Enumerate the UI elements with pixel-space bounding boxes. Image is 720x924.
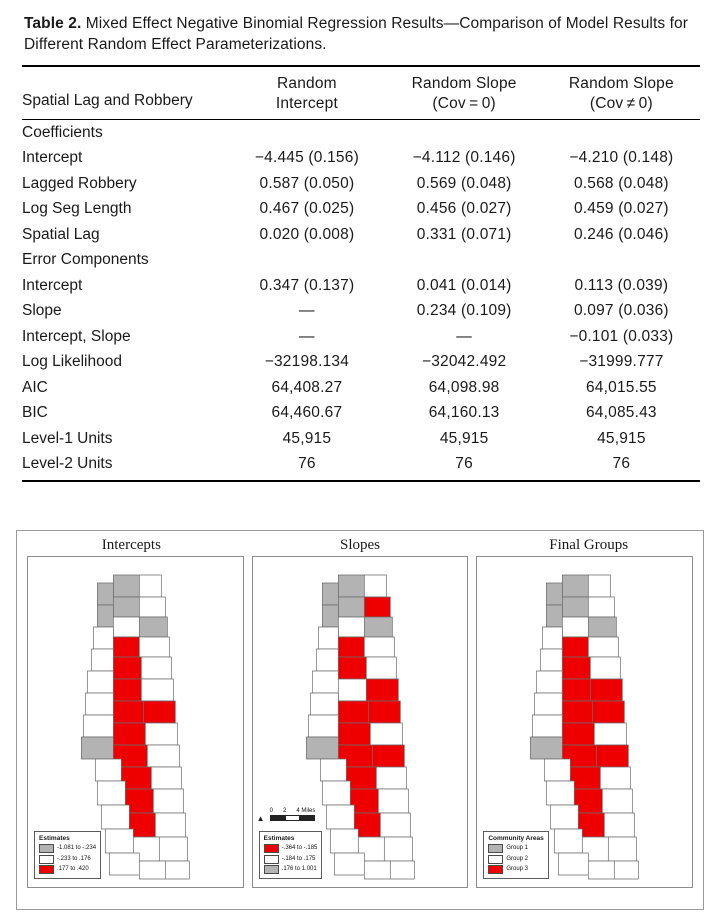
column-header-1-line2: Intercept: [275, 95, 338, 113]
row-label: Spatial Lag: [22, 225, 100, 243]
cell-value: —: [456, 327, 472, 345]
cell-value: 45,915: [597, 429, 646, 447]
table-row: [22, 426, 700, 452]
legend-swatch: [39, 865, 54, 874]
legend-label: -.184 to .175: [281, 855, 316, 862]
legend-swatch: [264, 865, 279, 874]
cell-value: −0.101 (0.033): [569, 327, 674, 345]
cell-value: 76: [455, 455, 473, 472]
cell-value: 45,915: [439, 429, 489, 447]
table-row: [22, 273, 700, 299]
cell-value: —: [299, 302, 315, 319]
legend-swatch: [39, 855, 54, 864]
column-header-2-line1: Random Slope: [411, 75, 517, 93]
row-label: AIC: [22, 378, 48, 396]
cell-value: −4.445 (0.156): [254, 149, 359, 166]
table-row: [22, 171, 700, 197]
table-row: [22, 451, 700, 477]
scale-tick: 2: [283, 808, 287, 814]
map-figure: [16, 530, 704, 910]
table-rule-bottom: [22, 477, 700, 481]
cell-value: 0.347 (0.137): [259, 276, 355, 294]
panel-title-final-groups: Final Groups: [549, 537, 629, 553]
row-label: Intercept: [22, 276, 83, 294]
legend-label: .177 to .420: [57, 866, 89, 873]
cell-value: 64,460.67: [271, 404, 343, 421]
cell-value: 0.113 (0.039): [574, 276, 669, 294]
legend-label: -.364 to -.185: [281, 845, 318, 852]
cell-value: −4.112 (0.146): [412, 149, 516, 166]
legend-swatch: [488, 865, 503, 874]
cell-value: 0.246 (0.046): [573, 225, 669, 243]
table-row: [22, 298, 700, 324]
section-label-coefficients: Coefficients: [22, 123, 103, 141]
column-header-3-line1: Random Slope: [568, 75, 674, 93]
legend-label: -.233 to .176: [57, 855, 91, 862]
legend-item: [39, 865, 96, 874]
scale-tick: 4 Miles: [296, 808, 316, 814]
cell-value: 0.569 (0.048): [416, 174, 512, 192]
row-label: Log Likelihood: [22, 353, 122, 370]
column-header-1-line1: Random: [277, 75, 337, 93]
row-label: Level-1 Units: [22, 429, 113, 447]
panel-title-intercepts: Intercepts: [101, 537, 161, 553]
table-caption: [24, 14, 698, 55]
row-label: Lagged Robbery: [22, 174, 137, 192]
legend-item: [264, 855, 318, 864]
legend-title: Estimates: [263, 834, 295, 842]
map-panel-slopes[interactable]: [252, 556, 469, 888]
table-row: [22, 400, 700, 426]
legend-label: Group 3: [506, 866, 529, 873]
cell-value: 76: [298, 455, 316, 472]
cell-value: 0.568 (0.048): [573, 174, 669, 192]
row-label: Log Seg Length: [22, 200, 132, 217]
cell-value: 64,085.43: [585, 404, 657, 421]
panel-title-slopes: Slopes: [340, 537, 381, 553]
scale-bar-graphic: [270, 815, 316, 821]
legend-final-groups: [483, 831, 548, 879]
table-row: [22, 324, 700, 350]
column-header-3: [543, 74, 700, 114]
row-label: Level-2 Units: [22, 455, 113, 472]
cell-value: 0.456 (0.027): [416, 200, 512, 217]
caption-label: Table 2.: [24, 15, 82, 32]
table-rule-top: [22, 66, 700, 74]
legend-title: Community Areas: [488, 834, 544, 842]
cell-value: −32042.492: [421, 353, 507, 370]
legend-label: Group 2: [506, 855, 529, 862]
legend-item: [264, 844, 318, 853]
row-label: Slope: [22, 302, 62, 319]
cell-value: 0.041 (0.014): [416, 276, 512, 294]
table-section-header: [22, 247, 700, 273]
table-row: [22, 375, 700, 401]
cell-value: −4.210 (0.148): [569, 149, 674, 166]
legend-swatch: [39, 844, 54, 853]
map-panel-intercepts[interactable]: [27, 556, 244, 888]
row-label: BIC: [22, 404, 48, 421]
north-arrow-icon: ▲: [256, 814, 265, 823]
figure-titles: [17, 531, 703, 556]
legend-label: Group 1: [506, 845, 529, 852]
table-header-row: [22, 74, 700, 114]
table-row: [22, 145, 700, 171]
legend-swatch: [264, 855, 279, 864]
legend-slopes: [259, 831, 323, 879]
cell-value: —: [299, 327, 315, 345]
legend-title: Estimates: [39, 834, 70, 842]
table-row: [22, 222, 700, 248]
cell-value: 64,160.13: [428, 404, 500, 421]
row-label: Intercept, Slope: [22, 327, 131, 345]
cell-value: 64,098.98: [428, 378, 500, 396]
cell-value: −31999.777: [579, 353, 664, 370]
legend-label: .176 to 1.001: [281, 866, 317, 873]
legend-swatch: [488, 844, 503, 853]
map-panel-final-groups[interactable]: [476, 556, 693, 888]
table-row: [22, 349, 700, 375]
stub-header: Spatial Lag and Robbery: [22, 92, 193, 110]
map-panels: [17, 556, 703, 888]
cell-value: 0.097 (0.036): [573, 302, 669, 319]
legend-intercepts: [34, 831, 101, 879]
results-table: [22, 65, 700, 481]
cell-value: −32198.134: [264, 353, 350, 370]
section-label-error-components: Error Components: [22, 251, 149, 268]
legend-swatch: [488, 855, 503, 864]
cell-value: 0.020 (0.008): [259, 225, 355, 243]
cell-value: 0.459 (0.027): [573, 200, 669, 217]
cell-value: 64,015.55: [585, 378, 657, 396]
scale-bar: [256, 808, 316, 823]
row-label: Intercept: [22, 149, 83, 166]
scale-tick: 0: [269, 808, 274, 814]
legend-item: [488, 855, 543, 864]
legend-item: [39, 844, 96, 853]
column-header-1: [228, 74, 385, 114]
legend-swatch: [264, 844, 279, 853]
legend-item: [264, 865, 318, 874]
legend-label: -1.081 to -.234: [57, 845, 97, 852]
table-row: [22, 196, 700, 222]
legend-item: [488, 844, 543, 853]
cell-value: 0.587 (0.050): [259, 174, 355, 192]
cell-value: 0.234 (0.109): [416, 302, 512, 319]
table-section-header: [22, 119, 700, 145]
cell-value: 45,915: [282, 429, 332, 447]
cell-value: 0.467 (0.025): [259, 200, 355, 217]
cell-value: 0.331 (0.071): [416, 225, 512, 243]
column-header-2: [386, 74, 543, 114]
column-header-3-line2: (Cov ≠ 0): [589, 95, 653, 113]
legend-item: [488, 865, 543, 874]
cell-value: 76: [612, 455, 631, 472]
scale-ticks: [270, 808, 316, 814]
caption-text: Mixed Effect Negative Binomial Regression Results—Comparison of Model Results for Different Random Effect Parameterizations.: [24, 15, 689, 53]
column-header-2-line2: (Cov = 0): [432, 95, 496, 113]
cell-value: 64,408.27: [271, 378, 343, 396]
legend-item: [39, 855, 96, 864]
